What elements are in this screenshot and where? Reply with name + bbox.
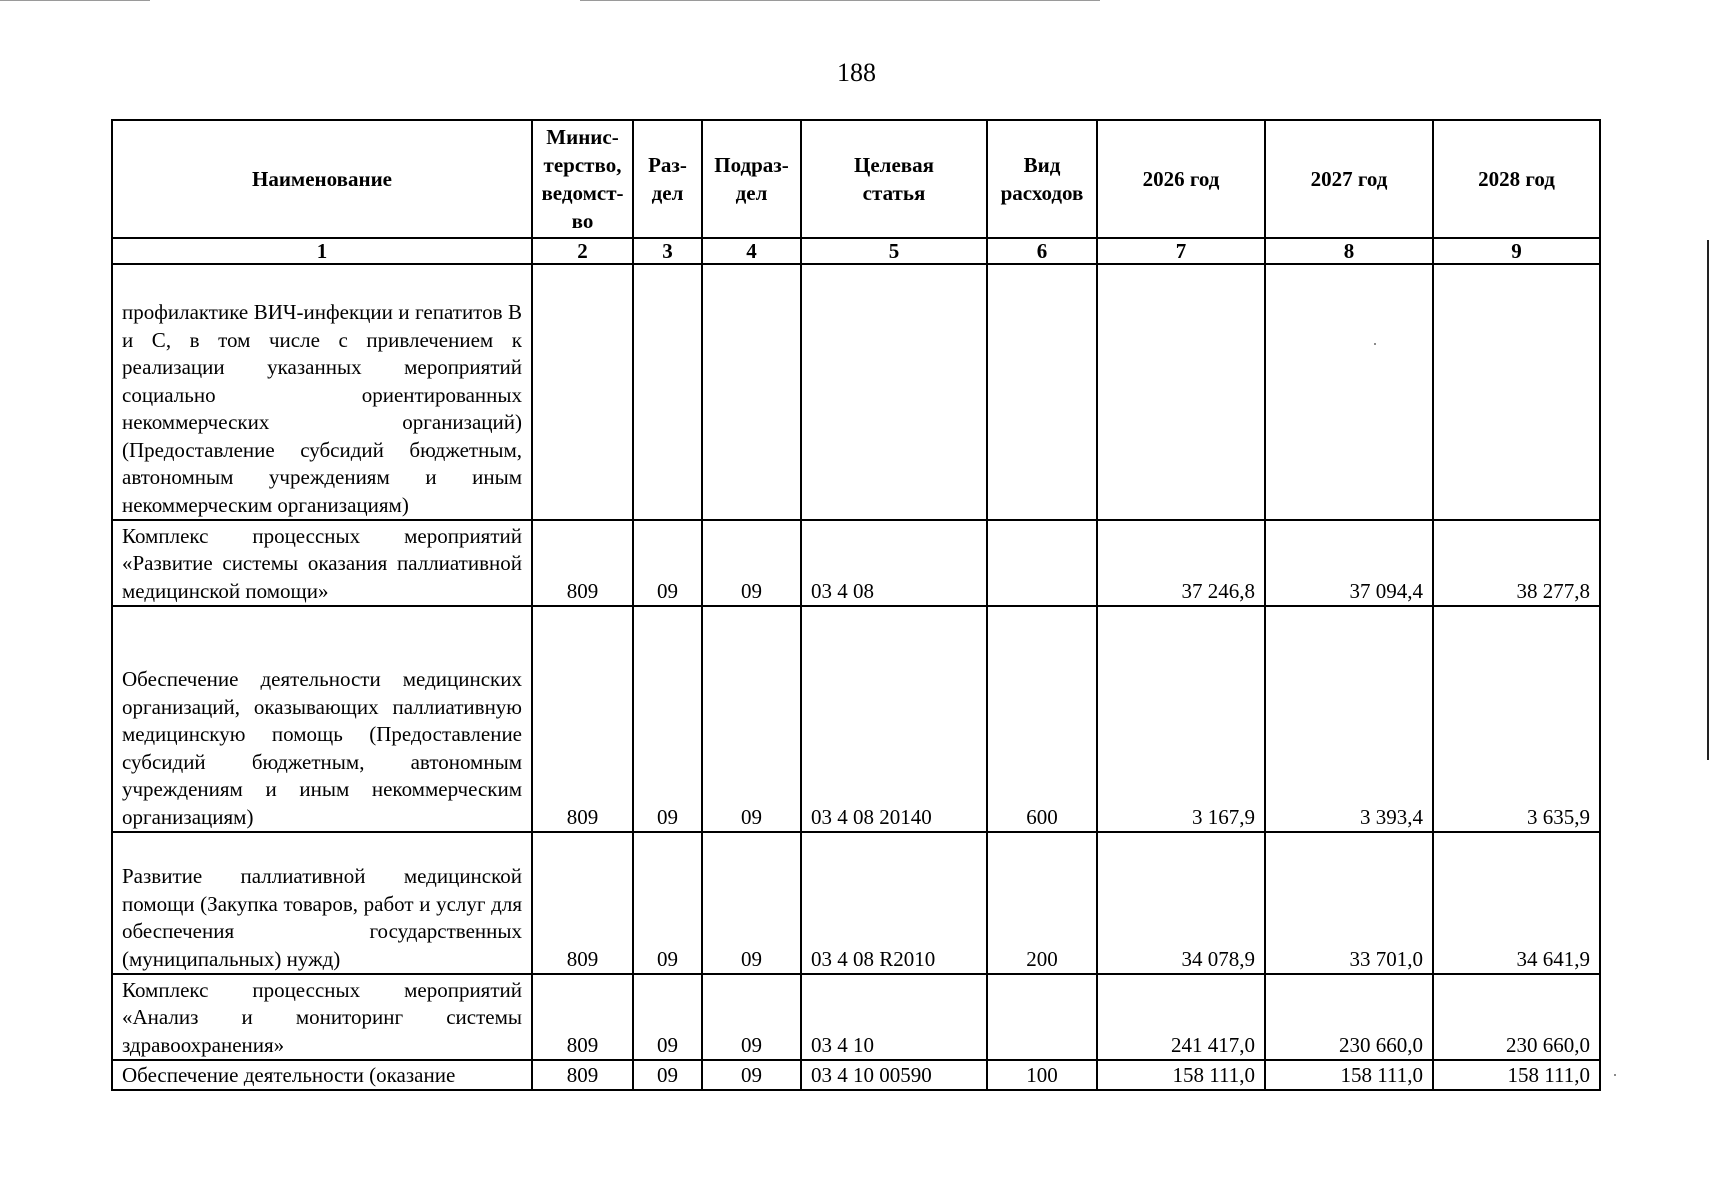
row-2027: 37 094,4	[1265, 520, 1433, 606]
row-target: 03 4 08 20140	[801, 606, 987, 832]
budget-table	[111, 119, 1601, 1091]
row-2026: 34 078,9	[1097, 832, 1265, 974]
table-row	[112, 974, 1600, 1060]
scan-edge-line	[0, 0, 150, 1]
row-2026: 158 111,0	[1097, 1060, 1265, 1090]
row-ministry: 809	[532, 606, 633, 832]
table-row	[112, 520, 1600, 606]
row-2027: 230 660,0	[1265, 974, 1433, 1060]
row-section: 09	[633, 520, 702, 606]
row-target	[801, 264, 987, 520]
row-2026: 37 246,8	[1097, 520, 1265, 606]
header-2026: 2026 год	[1097, 120, 1265, 238]
row-expense-type: 100	[987, 1060, 1097, 1090]
row-2027: 33 701,0	[1265, 832, 1433, 974]
row-ministry: 809	[532, 520, 633, 606]
table-row	[112, 606, 1600, 832]
row-ministry: 809	[532, 974, 633, 1060]
row-name: Обеспечение деятельности (оказание	[112, 1060, 532, 1090]
row-expense-type: 200	[987, 832, 1097, 974]
row-2026: 241 417,0	[1097, 974, 1265, 1060]
row-name: Развитие паллиативной медицинской помощи (Закупка товаров, работ и услуг для обеспечения государственных (муниципальных) нужд)	[112, 832, 532, 974]
row-ministry	[532, 264, 633, 520]
column-number: 1	[112, 238, 532, 264]
column-number: 3	[633, 238, 702, 264]
column-number: 8	[1265, 238, 1433, 264]
header-2028: 2028 год	[1433, 120, 1600, 238]
header-2027: 2027 год	[1265, 120, 1433, 238]
header-section: Раз- дел	[633, 120, 702, 238]
row-subsection: 09	[702, 1060, 801, 1090]
row-2026	[1097, 264, 1265, 520]
scan-speck	[1374, 343, 1376, 345]
row-name: профилактике ВИЧ-инфекции и гепатитов В и С, в том числе с привлечением к реализации указанных мероприятий социально ориентированных некоммерческих организаций) (Предоставление субсидий бюджетным, автономным учреждениям и иным некоммерческим организациям)	[112, 264, 532, 520]
page-number: 188	[837, 58, 876, 87]
row-2028	[1433, 264, 1600, 520]
table-row	[112, 1060, 1600, 1090]
row-expense-type	[987, 264, 1097, 520]
row-2028: 38 277,8	[1433, 520, 1600, 606]
column-number: 5	[801, 238, 987, 264]
row-2026: 3 167,9	[1097, 606, 1265, 832]
row-expense-type	[987, 520, 1097, 606]
row-2028: 230 660,0	[1433, 974, 1600, 1060]
scan-edge-line	[580, 0, 1100, 1]
row-2027: 158 111,0	[1265, 1060, 1433, 1090]
row-subsection	[702, 264, 801, 520]
column-number: 6	[987, 238, 1097, 264]
row-ministry: 809	[532, 832, 633, 974]
header-target: Целевая статья	[801, 120, 987, 238]
column-number-row	[112, 238, 1600, 264]
row-2028: 34 641,9	[1433, 832, 1600, 974]
row-expense-type	[987, 974, 1097, 1060]
column-number: 4	[702, 238, 801, 264]
row-section: 09	[633, 832, 702, 974]
header-name: Наименование	[112, 120, 532, 238]
column-number: 9	[1433, 238, 1600, 264]
row-subsection: 09	[702, 974, 801, 1060]
row-2027: 3 393,4	[1265, 606, 1433, 832]
row-section: 09	[633, 1060, 702, 1090]
row-name: Комплекс процессных мероприятий «Анализ и мониторинг системы здравоохранения»	[112, 974, 532, 1060]
row-subsection: 09	[702, 520, 801, 606]
header-ministry: Минис- терство, ведомст- во	[532, 120, 633, 238]
table-row	[112, 264, 1600, 520]
row-section: 09	[633, 974, 702, 1060]
row-name: Комплекс процессных мероприятий «Развитие системы оказания паллиативной медицинской помощи»	[112, 520, 532, 606]
row-target: 03 4 10	[801, 974, 987, 1060]
column-number: 7	[1097, 238, 1265, 264]
row-ministry: 809	[532, 1060, 633, 1090]
row-target: 03 4 08 R2010	[801, 832, 987, 974]
row-2027	[1265, 264, 1433, 520]
row-section	[633, 264, 702, 520]
scan-speck	[1614, 1074, 1616, 1076]
table-row	[112, 832, 1600, 974]
row-expense-type: 600	[987, 606, 1097, 832]
column-number: 2	[532, 238, 633, 264]
header-subsection: Подраз- дел	[702, 120, 801, 238]
header-expense-type: Вид расходов	[987, 120, 1097, 238]
row-target: 03 4 08	[801, 520, 987, 606]
row-section: 09	[633, 606, 702, 832]
scan-margin-mark	[1707, 240, 1709, 760]
row-target: 03 4 10 00590	[801, 1060, 987, 1090]
header-row	[112, 120, 1600, 238]
row-2028: 158 111,0	[1433, 1060, 1600, 1090]
row-subsection: 09	[702, 606, 801, 832]
row-2028: 3 635,9	[1433, 606, 1600, 832]
row-name: Обеспечение деятельности медицинских организаций, оказывающих паллиативную медицинскую помощь (Предоставление субсидий бюджетным, автономным учреждениям и иным некоммерческим организациям)	[112, 606, 532, 832]
row-subsection: 09	[702, 832, 801, 974]
